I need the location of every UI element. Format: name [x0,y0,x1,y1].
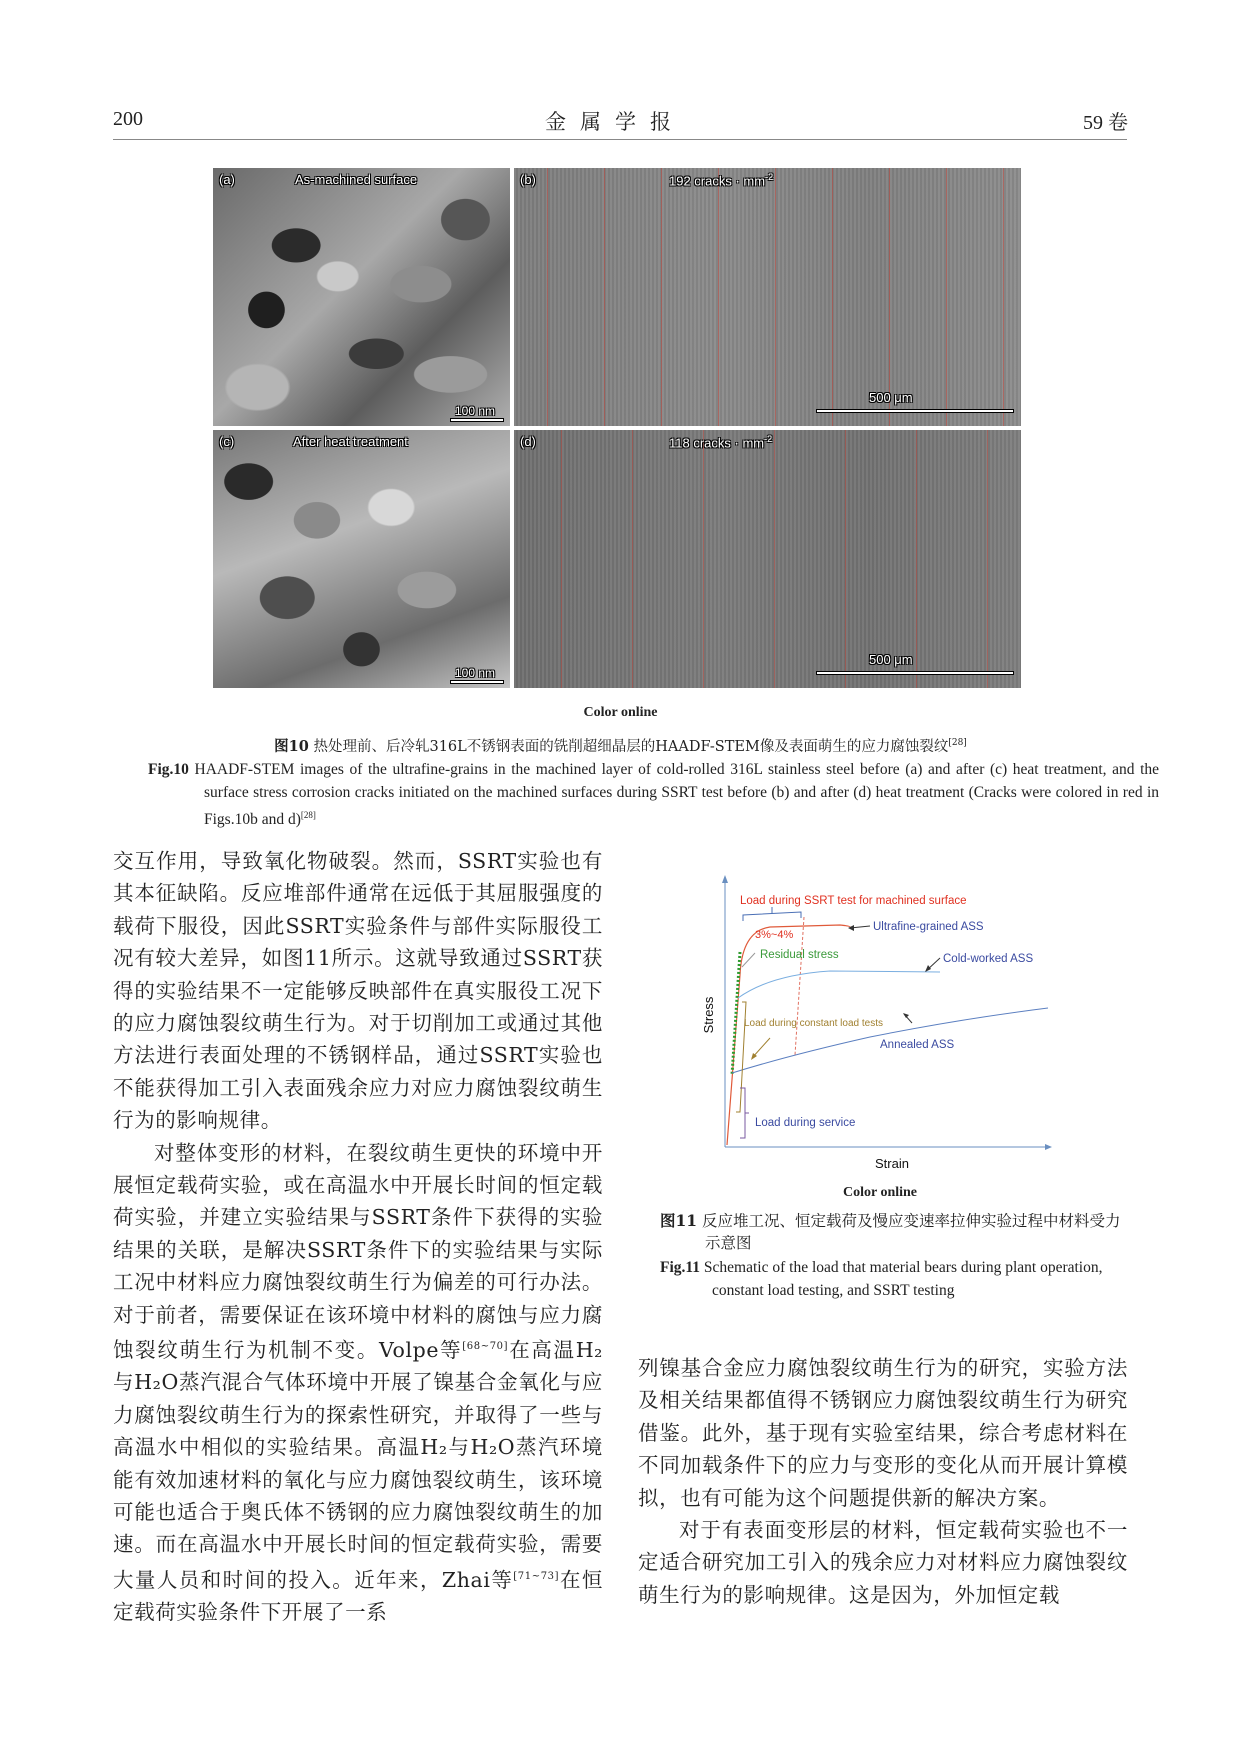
panel-title: 192 cracks · $mm^{-2}$ [669,172,774,189]
strain-range-annotation: 3%~4% [755,929,794,941]
scale-bar [817,410,1013,412]
scale-bar [451,419,503,421]
annealed-label: Annealed ASS [880,1039,955,1051]
panel-label: (c) [219,434,235,449]
figure-11-caption-en: Fig.11 Schematic of the load that material bears during plant operation, constant load testing, and SSRT testing [660,1259,1103,1299]
panel-title: As-machined surface [295,172,418,187]
page-number: 200 [113,108,143,130]
cold-worked-label: Cold-worked ASS [943,953,1034,965]
panel-b-sem-image [514,168,1021,426]
scale-bar-label: 100 nm [455,666,496,680]
constant-load-annotation: Load during constant load tests [744,1018,883,1029]
paragraph: 交互作用，导致氧化物破裂。然而，SSRT实验也有其本征缺陷。反应堆部件通常在远低于其屈服强度的载荷下服役，因此SSRT实验条件与部件实际服役工况有较大差异，如图11所示。这就导致通过SSRT获得的实验结果不一定能够反映部件在真实服役工况下的应力腐蚀裂纹萌生行为。对于切削加工或通过其他方法进行表面处理的不锈钢样品，通过SSRT实验也不能获得加工引入表面残余应力对应力腐蚀裂纹萌生行为的影响规律。 [113,849,603,1133]
figure-10 [213,168,1021,688]
figure-10-caption-en: Fig.10 HAADF-STEM images of the ultrafine-grains in the machined layer of cold-rolled 316L stainless steel before (a) and after (c) heat treatment, and the surface stress corrosion cracks initiated on the machined surfaces during SSRT test before (b) and after (d) heat treatment (Cracks were colored in red in Figs.10b and d)[28] [148,761,1160,829]
paragraph: 对于有表面变形层的材料，恒定载荷实验也不一定适合研究加工引入的残余应力对材料应力腐蚀裂纹萌生行为的影响规律。这是因为，外加恒定载 [638,1518,1128,1607]
panel-title: 118 cracks · $mm^{-2}$ [669,434,773,451]
panel-a-stem-image [213,168,510,426]
scale-bar-label: 500 μm [869,652,913,667]
paragraph: 列镍基合金应力腐蚀裂纹萌生行为的研究，实验方法及相关结果都值得不锈钢应力腐蚀裂纹萌生行为研究借鉴。此外，基于现有实验室结果，综合考虑材料在不同加载条件下的应力与变形的变化从而开展计算模拟，也有可能为这个问题提供新的解决方案。 [638,1356,1128,1510]
stress-strain-schematic [700,855,1060,1175]
panel-label: (a) [219,172,235,187]
panel-label: (d) [520,434,536,449]
scale-bar-label: 500 μm [869,390,913,405]
figure-11-color-online: Color online [842,1185,918,1200]
panel-label: (b) [520,172,536,187]
header-divider [113,139,1127,140]
y-axis-label: Stress [701,996,716,1034]
figure-10-color-online: Color online [583,705,658,720]
volume-label: 59 卷 [1083,112,1128,134]
x-axis-label: Strain [875,1156,909,1171]
panel-d-sem-image [514,430,1021,688]
scale-bar [817,672,1013,674]
service-load-annotation: Load during service [755,1117,856,1129]
body-right-column [638,1352,1128,1611]
figure-11-caption-cn: 图11 反应堆工况、恒定载荷及慢应变速率拉伸实验过程中材料受力示意图 [660,1211,1121,1252]
figure-10-caption-cn: 图10 热处理前、后冷轧316L不锈钢表面的铣削超细晶层的HAADF-STEM像及表面萌生的应力腐蚀裂纹[28] [274,738,967,755]
scale-bar-label: 100 nm [455,404,496,418]
figure-11-chart [700,855,1060,1175]
panel-c-stem-image [213,430,510,688]
residual-stress-annotation: Residual stress [760,949,839,961]
paragraph: 对整体变形的材料，在裂纹萌生更快的环境中开展恒定载荷实验，或在高温水中开展长时间的恒定载荷实验，并建立实验结果与SSRT条件下获得的实验结果的关联，是解决SSRT条件下的实验结果与实际工况中材料应力腐蚀裂纹萌生行为偏差的可行办法。对于前者，需要保证在该环境中材料的腐蚀与应力腐蚀裂纹萌生行为机制不变。Volpe等[68~70]在高温H₂与H₂O蒸汽混合气体环境中开展了镍基合金氧化与应力腐蚀裂纹萌生行为的探索性研究，并取得了一些与高温水中相似的实验结果。高温H₂与H₂O蒸汽环境能有效加速材料的氧化与应力腐蚀裂纹萌生，该环境可能也适合于奥氏体不锈钢的应力腐蚀裂纹萌生的加速。而在高温水中开展长时间的恒定载荷实验，需要大量人员和时间的投入。近年来，Zhai等[71~73]在恒定载荷实验条件下开展了一系 [113,1140,603,1624]
body-left-column [113,845,603,1628]
ssrt-load-annotation: Load during SSRT test for machined surface [740,895,967,907]
scale-bar [451,681,503,683]
journal-title: 金属学报 [545,110,685,134]
ultrafine-label: Ultrafine-grained ASS [873,921,984,933]
panel-title: After heat treatment [293,434,408,449]
